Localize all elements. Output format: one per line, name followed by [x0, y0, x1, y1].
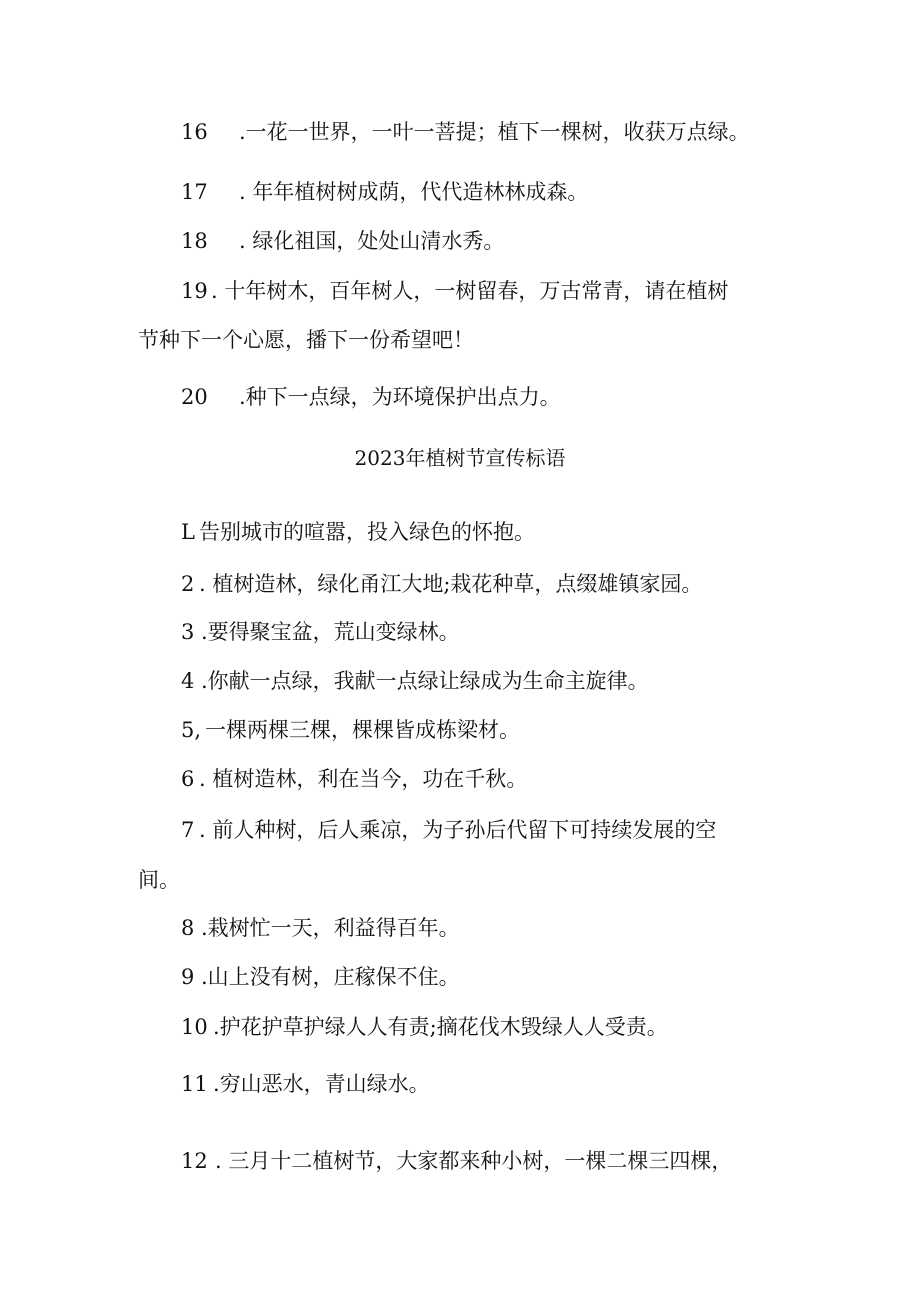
list-item	[181, 618, 460, 646]
item-number: 2	[181, 572, 195, 596]
item-number: 4	[181, 669, 195, 693]
item-number: 7	[181, 818, 195, 842]
item-text: .护花护草护绿人人有责;摘花伐木毁绿人人受责。	[213, 1015, 668, 1039]
list-item	[181, 963, 460, 991]
item-number: 19	[181, 279, 208, 303]
item-text: . 年年植树树成荫，代代造林林成森。	[239, 180, 589, 204]
item-text: . 植树造林，利在当今，功在千秋。	[199, 767, 528, 791]
item-text: .一花一世界，一叶一菩提；植下一棵树，收获万点绿。	[239, 120, 750, 144]
item-number: 12	[181, 1149, 208, 1173]
item-text: . 十年树木，百年树人，一树留春，万古常青，请在植树	[211, 279, 729, 303]
list-item	[181, 716, 520, 744]
item-text: .栽树忙一天，利益得百年。	[201, 916, 460, 940]
list-item	[181, 277, 728, 305]
item-number: 16	[181, 120, 208, 144]
list-item	[181, 178, 588, 206]
item-text: .种下一点绿，为环境保护出点力。	[239, 385, 561, 409]
item-number: 10	[181, 1015, 208, 1039]
list-item	[181, 118, 750, 146]
item-number: 3	[181, 620, 195, 644]
item-text: . 三月十二植树节，大家都来种小树，一棵二棵三四棵，	[215, 1149, 733, 1173]
item-text: 一棵两棵三棵，棵棵皆成栋梁材。	[205, 718, 520, 742]
list-item	[181, 816, 716, 844]
list-item	[181, 383, 561, 411]
list-item	[181, 518, 535, 546]
item-text: .山上没有树，庄稼保不住。	[201, 965, 460, 989]
list-item	[181, 227, 504, 255]
item-text: .你献一点绿，我献一点绿让绿成为生命主旋律。	[201, 669, 649, 693]
item-text: 告别城市的喧嚣，投入绿色的怀抱。	[199, 520, 535, 544]
item-text: . 植树造林，绿化甬江大地;栽花种草，点缀雄镇家园。	[199, 572, 703, 596]
section-title: 2023年植树节宣传标语	[354, 446, 566, 470]
list-item	[181, 1070, 430, 1098]
list-item	[181, 765, 527, 793]
item-number: 18	[181, 229, 208, 253]
list-item	[181, 1147, 732, 1175]
item-text: . 前人种树，后人乘凉，为子孙后代留下可持续发展的空	[199, 818, 717, 842]
item-number: 5,	[181, 718, 202, 742]
item-number: L	[181, 520, 195, 544]
item-number: 8	[181, 916, 195, 940]
list-item	[181, 570, 702, 598]
item-number: 11	[181, 1072, 208, 1096]
list-item	[181, 1013, 668, 1041]
item-text: .要得聚宝盆，荒山变绿林。	[201, 620, 460, 644]
list-item	[181, 914, 460, 942]
item-number: 6	[181, 767, 195, 791]
list-item	[181, 667, 649, 695]
item-text: .穷山恶水，青山绿水。	[213, 1072, 430, 1096]
list-item-continuation: 间。	[138, 868, 180, 892]
item-number: 9	[181, 965, 195, 989]
item-number: 20	[181, 385, 208, 409]
item-text: . 绿化祖国，处处山清水秀。	[239, 229, 505, 253]
list-item-continuation: 节种下一个心愿，播下一份希望吧！	[138, 328, 474, 352]
item-number: 17	[181, 180, 208, 204]
